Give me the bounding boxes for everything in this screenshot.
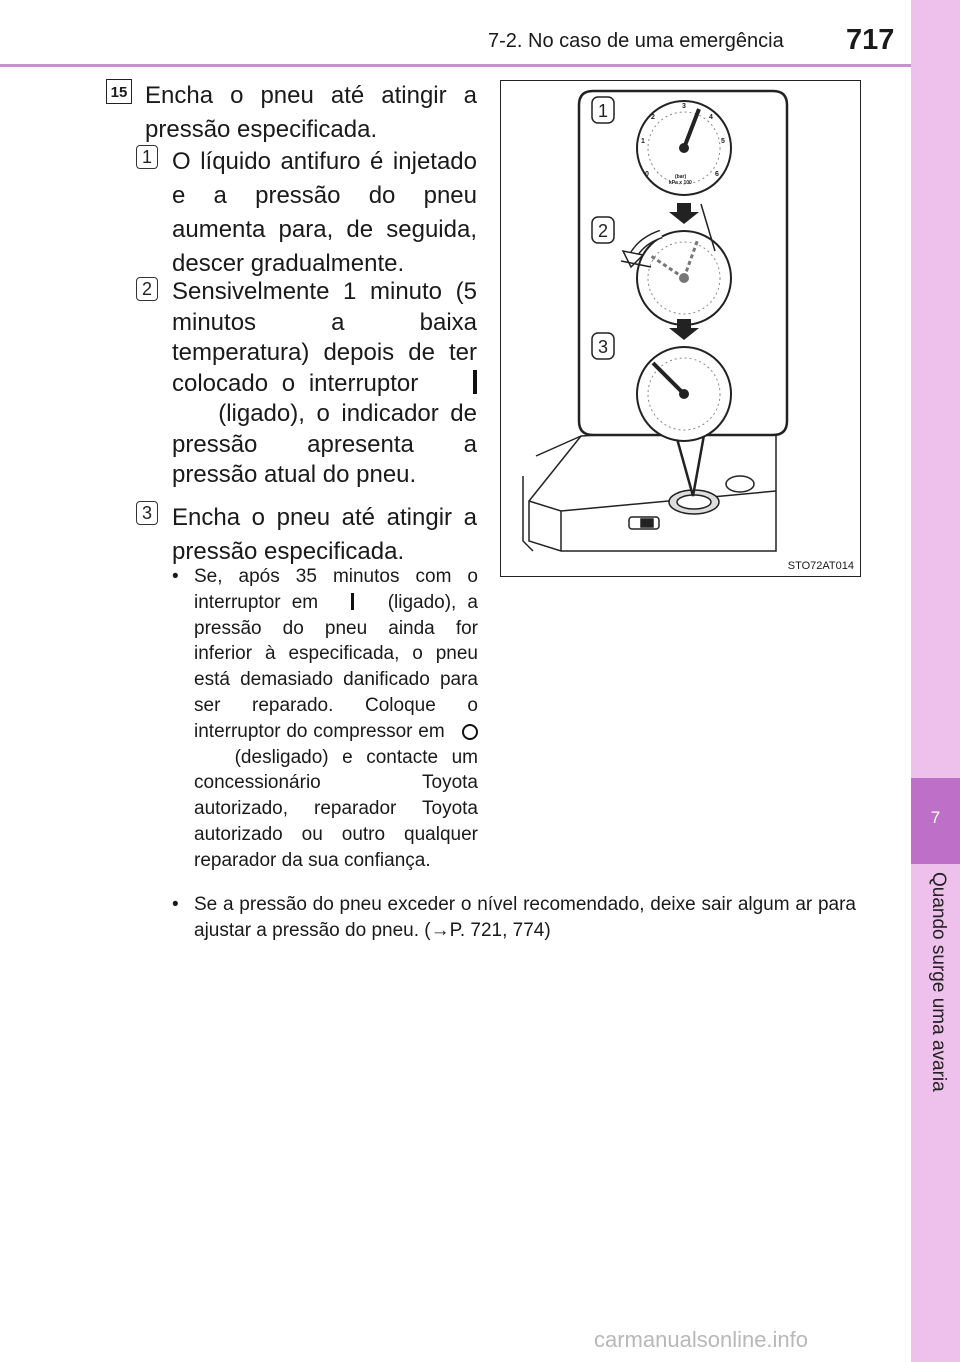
page-number: 717 <box>846 24 895 56</box>
figure-code: STO72AT014 <box>787 560 854 572</box>
bullet-note-2 <box>172 892 856 944</box>
section-title: 7-2. No caso de uma emergência <box>488 30 784 52</box>
callout-number-3: 3 <box>597 337 609 357</box>
on-symbol-icon <box>473 370 477 394</box>
compressor-cap <box>726 476 754 492</box>
compressor-gauge-illustration <box>500 80 861 577</box>
substep-number-3: 3 <box>136 501 158 525</box>
gauge-tick-label: 0 <box>645 171 649 178</box>
illustration-svg <box>501 81 859 575</box>
bullet-2-part1: Se a pressão do pneu exceder o nível recomendado, deixe sair algum ar para ajustar a pressão do pneu. ( <box>194 894 856 941</box>
chapter-side-tab <box>911 0 960 1362</box>
bullet-dot: • <box>172 894 179 915</box>
on-symbol-icon <box>351 593 354 610</box>
callout-number-1: 1 <box>597 101 609 121</box>
step-text: Encha o pneu até atingir a pressão especificada. <box>145 82 477 143</box>
substep-text-2 <box>172 277 477 491</box>
arrow-icon: → <box>430 920 450 941</box>
bullet-note-1 <box>172 564 478 874</box>
bullet-1-part1: Se, após 35 minutos com o interruptor em <box>194 566 478 613</box>
substep-number-2: 2 <box>136 277 158 301</box>
bullet-2-part2: P. 721, 774) <box>449 920 551 941</box>
gauge-tick-label: 6 <box>715 171 719 178</box>
bullet-dot: • <box>172 566 179 587</box>
substep-text-2b: (ligado), o indicador de pressão apresenta a pressão atual do pneu. <box>172 400 477 488</box>
substep-text-2a: Sensivelmente 1 minuto (5 minutos a baixa temperatura) depois de ter colocado o interruptor <box>172 278 477 397</box>
off-symbol-icon <box>462 724 478 740</box>
substep-text-1: O líquido antifuro é injetado e a pressão do pneu aumenta para, de seguida, descer gradualmente. <box>172 148 477 277</box>
bullet-1-part2: (ligado), a pressão do pneu ainda for inferior à especificada, o pneu está demasiado danificado para ser reparado. Coloque o interruptor do compressor em <box>194 591 478 742</box>
bullet-1-part3: (desligado) e contacte um concessionário Toyota autorizado, reparador Toyota autorizado ou outro qualquer reparador da sua confiança. <box>194 746 478 871</box>
chapter-number-tab <box>911 778 960 864</box>
gauge-unit: kPa x 100 <box>669 180 692 186</box>
substep-number-1: 1 <box>136 145 158 169</box>
gauge-tick-label: 3 <box>682 103 686 110</box>
watermark: carmanualsonline.info <box>594 1327 809 1352</box>
chapter-number: 7 <box>930 808 941 827</box>
step-number-box: 15 <box>106 79 132 104</box>
header-divider <box>0 64 911 67</box>
callout-number-2: 2 <box>597 221 609 241</box>
gauge-3 <box>637 347 731 441</box>
substep-text-3: Encha o pneu até atingir a pressão especificada. <box>172 504 477 565</box>
chapter-title: Quando surge uma avaria <box>928 872 949 1092</box>
gauge-tick-label: 5 <box>721 138 725 145</box>
gauge-tick-label: 4 <box>709 114 713 121</box>
gauge-tick-label: 2 <box>651 114 655 121</box>
gauge-tick-label: 1 <box>641 138 645 145</box>
gauge-unit: (bar) <box>675 174 687 180</box>
gauge-2 <box>637 231 731 325</box>
